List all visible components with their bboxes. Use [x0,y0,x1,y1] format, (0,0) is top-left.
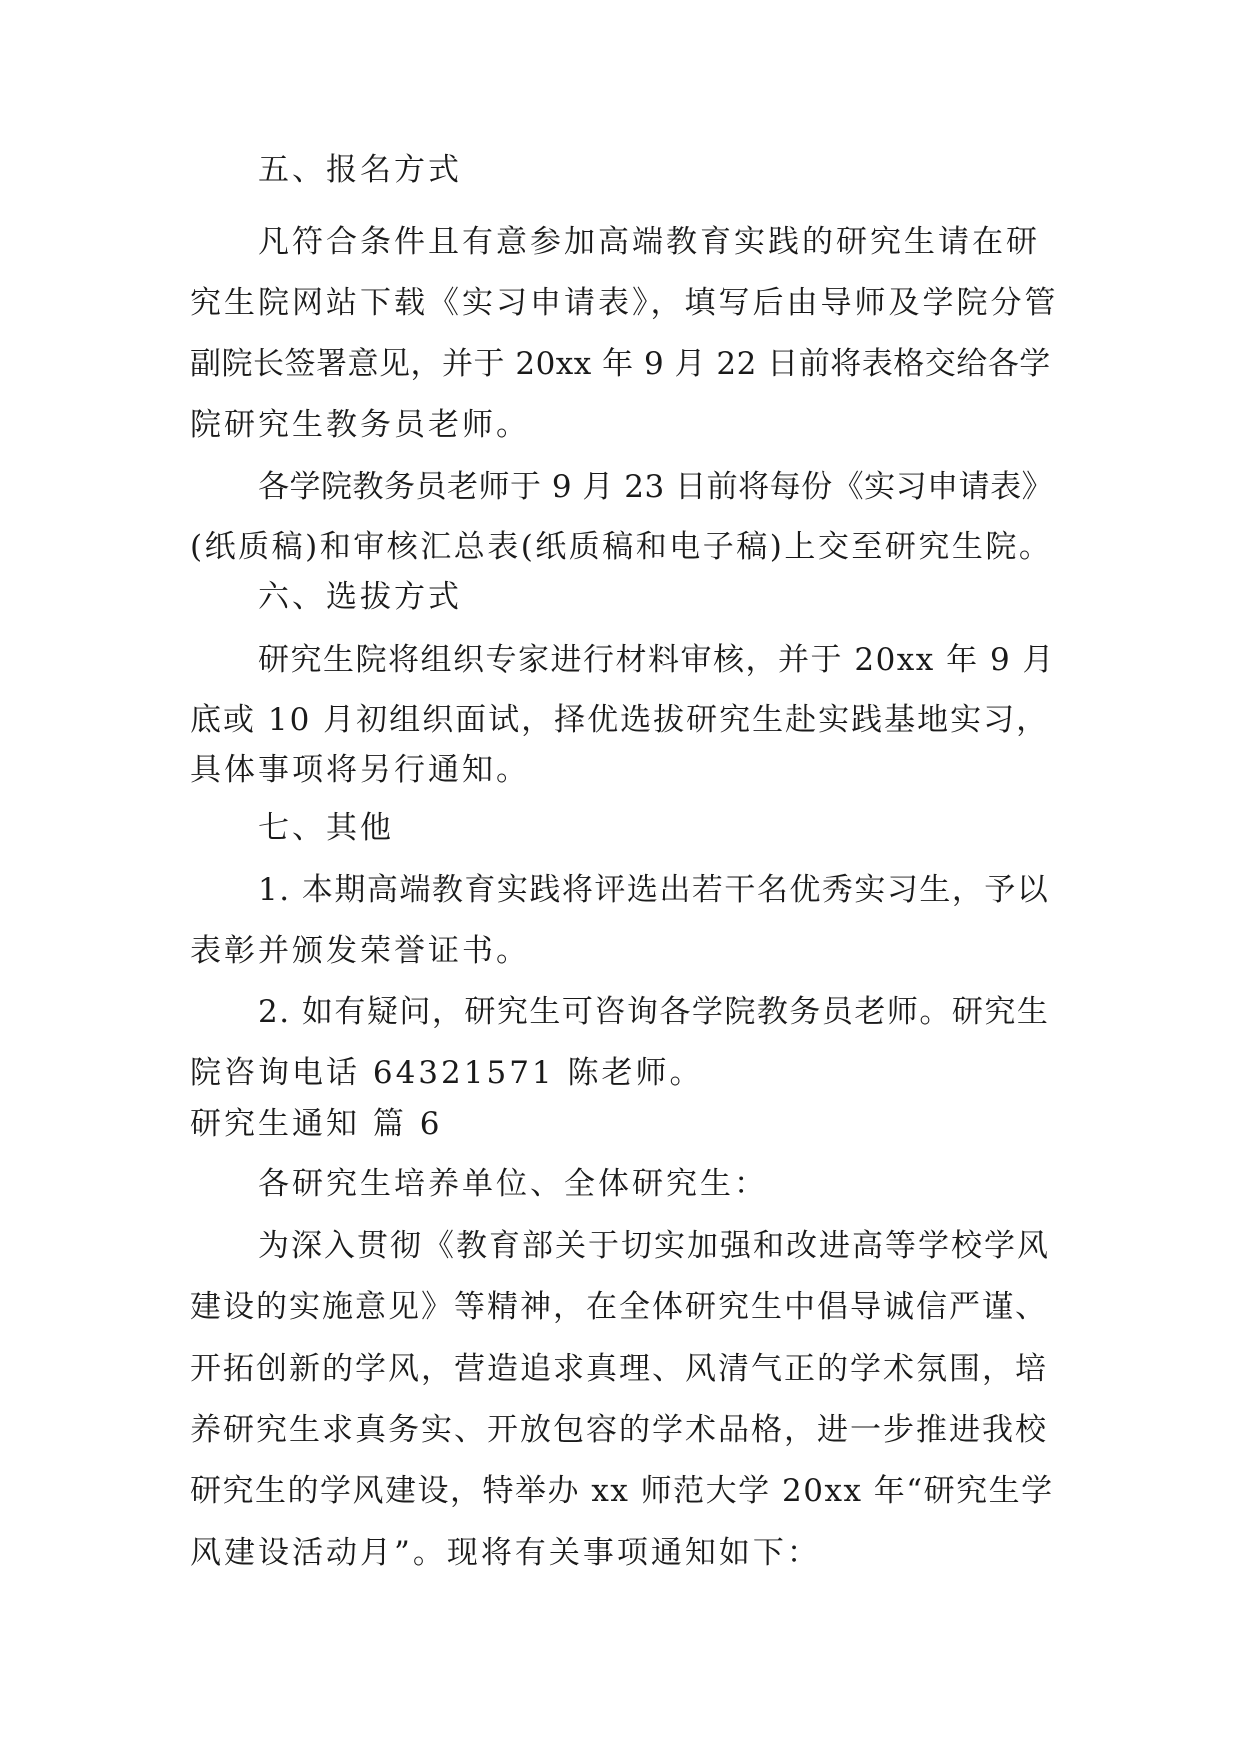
paragraph-line: 养研究生求真务实、开放包容的学术品格，进一步推进我校 [190,1412,1048,1448]
article-title: 研究生通知 篇 6 [190,1106,443,1142]
paragraph-line: 具体事项将另行通知。 [190,752,530,788]
paragraph-line: 建设的实施意见》等精神，在全体研究生中倡导诚信严谨、 [190,1289,1048,1325]
paragraph-line: 副院长签署意见，并于 20xx 年 9 月 22 日前将表格交给各学 [190,346,1051,382]
salutation: 各研究生培养单位、全体研究生： [258,1166,768,1202]
paragraph-line: 2. 如有疑问，研究生可咨询各学院教务员老师。研究生 [258,994,1050,1030]
paragraph-line: 风建设活动月”。现将有关事项通知如下： [190,1535,821,1571]
paragraph-line: 为深入贯彻《教育部关于切实加强和改进高等学校学风 [258,1228,1050,1264]
paragraph-line: 各学院教务员老师于 9 月 23 日前将每份《实习申请表》 [258,469,1054,505]
section-heading-6: 六、选拔方式 [258,579,462,615]
paragraph-line: 院咨询电话 64321571 陈老师。 [190,1055,704,1091]
paragraph-line: 开拓创新的学风，营造追求真理、风清气正的学术氛围，培 [190,1351,1048,1387]
paragraph-line: 研究生院将组织专家进行材料审核，并于 20xx 年 9 月 [258,642,1056,678]
section-heading-5: 五、报名方式 [258,152,462,188]
section-heading-7: 七、其他 [258,810,394,846]
paragraph-line: 院研究生教务员老师。 [190,407,530,443]
paragraph-line: 凡符合条件且有意参加高端教育实践的研究生请在研 [258,224,1040,260]
paragraph-line: 底或 10 月初组织面试，择优选拔研究生赴实践基地实习， [190,702,1050,738]
paragraph-line: 1. 本期高端教育实践将评选出若干名优秀实习生，予以 [258,872,1050,908]
paragraph-line: 究生院网站下载《实习申请表》，填写后由导师及学院分管 [190,285,1059,321]
paragraph-line: (纸质稿)和审核汇总表(纸质稿和电子稿)上交至研究生院。 [190,529,1053,565]
paragraph-line: 表彰并颁发荣誉证书。 [190,933,530,969]
paragraph-line: 研究生的学风建设，特举办 xx 师范大学 20xx 年“研究生学 [190,1473,1054,1509]
